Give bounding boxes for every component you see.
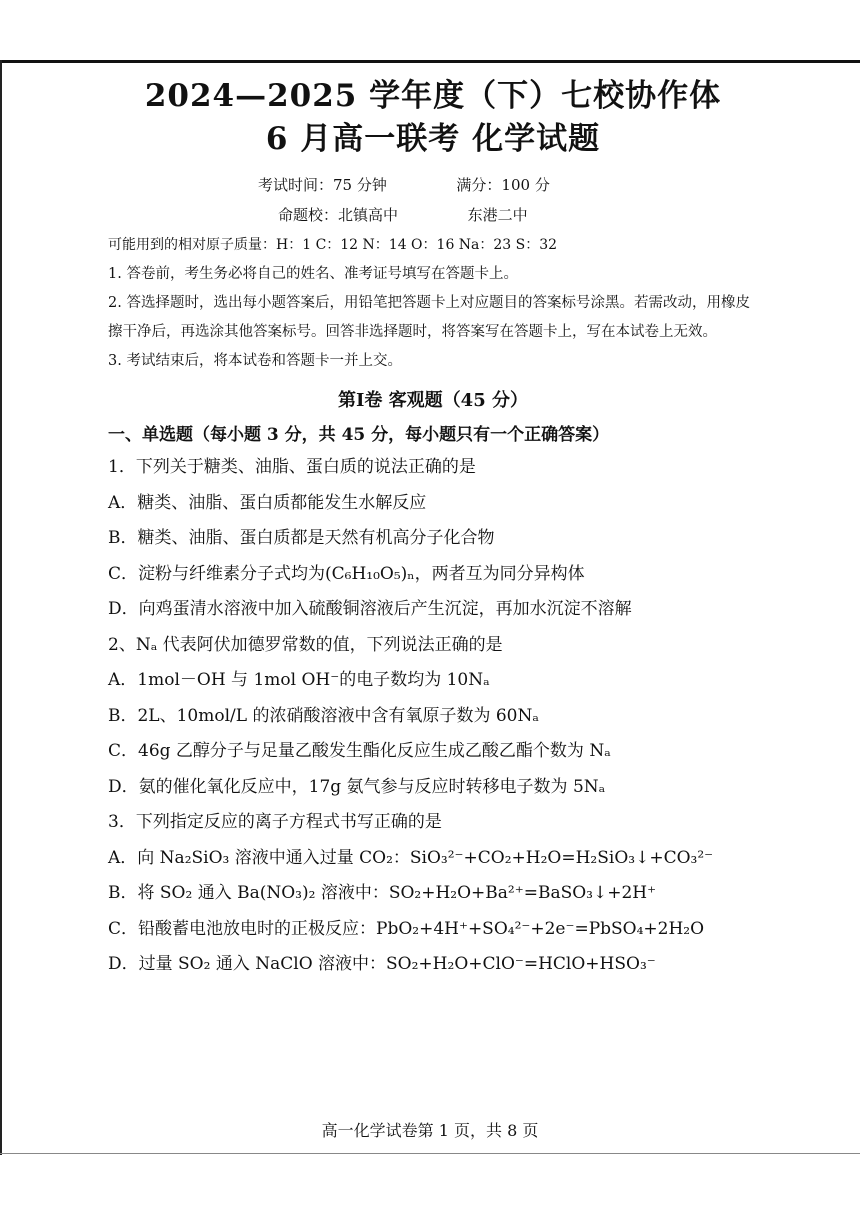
section-subtitle: 一、单选题（每小题 3 分，共 45 分，每小题只有一个正确答案） <box>108 425 610 445</box>
question-2-option-a: A．1mol－OH 与 1mol OH⁻的电子数均为 10Nₐ <box>108 670 490 690</box>
instruction-1: 1. 答卷前，考生务必将自己的姓名、准考证号填写在答题卡上。 <box>108 266 518 282</box>
question-2-option-c: C．46g 乙醇分子与足量乙酸发生酯化反应生成乙酸乙酯个数为 Nₐ <box>108 741 611 761</box>
instruction-2: 2. 答选择题时，选出每小题答案后，用铅笔把答题卡上对应题目的答案标号涂黑。若需改动，用橡皮擦干净后，再选涂其他答案标号。回答非选择题时，将答案写在答题卡上，写在本试卷上无效。 <box>108 295 750 340</box>
exam-page <box>108 70 758 983</box>
page-footer: 高一化学试卷第 1 页，共 8 页 <box>321 1121 539 1140</box>
question-3-option-a: A．向 Na₂SiO₃ 溶液中通入过量 CO₂：SiO₃²⁻+CO₂+H₂O=H₂SiO₃↓+CO₃²⁻ <box>108 847 714 868</box>
question-2-stem: 2、Nₐ 代表阿伏加德罗常数的值，下列说法正确的是 <box>108 634 503 655</box>
top-border-rule <box>0 60 860 63</box>
question-1-option-c: C．淀粉与纤维素分子式均为(C₆H₁₀O₅)ₙ，两者互为同分异构体 <box>108 563 585 584</box>
setter-school: 命题校：北镇高中 <box>278 206 399 224</box>
question-2-option-d: D．氨的催化氧化反应中，17g 氨气参与反应时转移电子数为 5Nₐ <box>108 776 606 797</box>
question-1-stem: 1．下列关于糖类、油脂、蛋白质的说法正确的是 <box>108 457 476 477</box>
question-1-option-b: B．糖类、油脂、蛋白质都是天然有机高分子化合物 <box>108 528 495 548</box>
question-1-option-a: A．糖类、油脂、蛋白质都能发生水解反应 <box>108 492 427 513</box>
section-title: 第Ⅰ卷 客观题（45 分） <box>337 390 528 411</box>
setter-school-2: 东港二中 <box>467 206 528 224</box>
question-3-option-c: C．铅酸蓄电池放电时的正极反应：PbO₂+4H⁺+SO₄²⁻+2e⁻=PbSO₄+2H₂O <box>108 918 705 939</box>
question-3-stem: 3．下列指定反应的离子方程式书写正确的是 <box>108 812 442 832</box>
exam-time: 考试时间：75 分钟 <box>258 176 387 194</box>
left-border-rule <box>0 60 2 1155</box>
atomic-mass-line: 可能用到的相对原子质量：H：1 C：12 N：14 O：16 Na：23 S：32 <box>108 237 558 253</box>
full-score: 满分：100 分 <box>456 176 550 194</box>
instruction-3: 3. 考试结束后，将本试卷和答题卡一并上交。 <box>108 353 402 369</box>
question-3-option-b: B．将 SO₂ 通入 Ba(NO₃)₂ 溶液中：SO₂+H₂O+Ba²⁺=BaSO₃↓+2H⁺ <box>108 883 657 903</box>
question-2-option-b: B．2L、10mol/L 的浓硝酸溶液中含有氧原子数为 60Nₐ <box>108 705 539 726</box>
bottom-border-rule <box>0 1153 860 1154</box>
setter-row <box>108 200 758 230</box>
question-1-option-d: D．向鸡蛋清水溶液中加入硫酸铜溶液后产生沉淀，再加水沉淀不溶解 <box>108 599 632 619</box>
exam-title-line1: 2024—2025 学年度（下）七校协作体 <box>144 78 722 114</box>
exam-title-line2: 6 月高一联考 化学试题 <box>265 121 601 157</box>
question-3-option-d: D．过量 SO₂ 通入 NaClO 溶液中：SO₂+H₂O+ClO⁻=HClO+HSO₃⁻ <box>108 954 656 974</box>
exam-info-row <box>108 170 758 200</box>
